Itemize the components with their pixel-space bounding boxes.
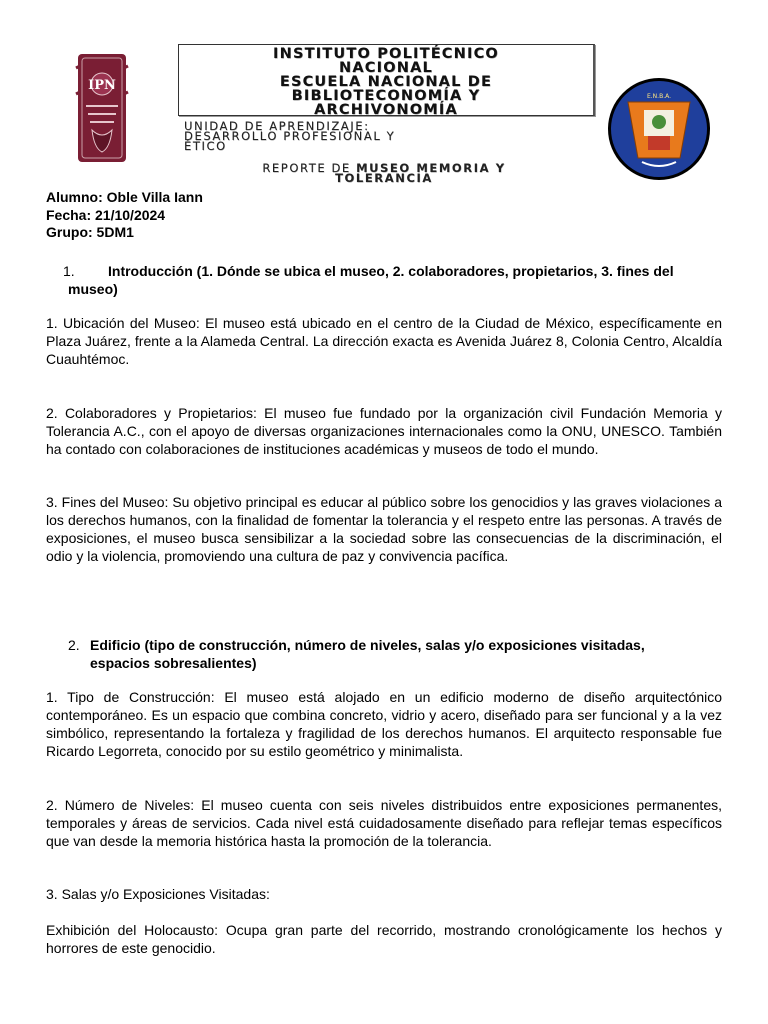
enba-logo bbox=[606, 76, 712, 182]
title-line: ESCUELA NACIONAL DE bbox=[279, 74, 493, 90]
title-line: ARCHIVONOMÍA bbox=[314, 102, 458, 118]
paragraph: 3. Fines del Museo: Su objetivo principal es educar al público sobre los genocidios y las graves violaciones a los derechos humanos, con la finalidad de fomentar la tolerancia y el respeto entre las personas. A través de exposiciones, el museo busca sensibilizar a la sociedad sobre las consecuencias de la discriminación, el odio y la violencia, promoviendo una cultura de paz y convivencia pacífica. bbox=[46, 494, 722, 564]
paragraph: 2. Colaboradores y Propietarios: El museo fue fundado por la organización civil Fundación Memoria y Tolerancia A.C., con el apoyo de diversas organizaciones internacionales como la ONU, UNESCO. También ha contado con colaboraciones de instituciones académicas y museos de todo el mundo. bbox=[46, 405, 722, 457]
unit-line: UNIDAD DE APRENDIZAJE: bbox=[184, 119, 370, 133]
section-2-number: 2. bbox=[68, 637, 80, 653]
report-date: Fecha: 21/10/2024 bbox=[46, 206, 166, 223]
report-prefix: REPORTE DE bbox=[262, 161, 351, 175]
paragraph: 1. Ubicación del Museo: El museo está ubicado en el centro de la Ciudad de México, específicamente en Plaza Juárez, frente a la Alameda Central. La dirección exacta es Avenida Juárez 8, Colonia Centro, Alcaldía Cuauhtémoc. bbox=[46, 315, 722, 367]
institution-title bbox=[180, 47, 592, 117]
section-2-heading bbox=[68, 636, 724, 672]
paragraph: 1. Tipo de Construcción: El museo está alojado en un edificio moderno de diseño arquitectónico contemporáneo. Es un espacio que combina concreto, vidrio y acero, diseñado para ser funcional y a la vez simbólico, representando la fortaleza y fragilidad de los derechos humanos. El arquitecto responsable fue Ricardo Legorreta, conocido por su estilo geométrico y minimalista. bbox=[46, 689, 722, 759]
title-line: INSTITUTO POLITÉCNICO bbox=[273, 46, 499, 62]
report-title bbox=[184, 163, 584, 183]
course-unit bbox=[184, 121, 564, 151]
report-bold: MUSEO MEMORIA Y bbox=[356, 161, 506, 175]
section-1-heading bbox=[63, 262, 724, 298]
ipn-logo bbox=[70, 44, 134, 172]
ipn-logo-text: IPN bbox=[88, 78, 116, 93]
student-info bbox=[46, 189, 203, 242]
title-line: NACIONAL bbox=[339, 60, 433, 76]
report-line2: TOLERANCIA bbox=[335, 171, 433, 185]
section-2-heading-line2: espacios sobresalientes) bbox=[90, 655, 257, 671]
enba-logo-text: E.N.B.A. bbox=[646, 93, 672, 100]
unit-line: ÉTICO bbox=[184, 139, 227, 153]
paragraph: 2. Número de Niveles: El museo cuenta con seis niveles distribuidos entre exposiciones permanentes, temporales y áreas de servicios. Cada nivel está cuidadosamente diseñado para reflejar temas específicos que van desde la memoria histórica hasta la promoción de la tolerancia. bbox=[46, 797, 722, 849]
paragraph: Exhibición del Holocausto: Ocupa gran parte del recorrido, mostrando cronológicamente los hechos y horrores de este genocidio. bbox=[46, 922, 722, 956]
paragraph: 3. Salas y/o Exposiciones Visitadas: bbox=[46, 886, 270, 902]
unit-line: DESARROLLO PROFESIONAL Y bbox=[184, 129, 396, 143]
student-name: Alumno: Oble Villa Iann bbox=[46, 189, 203, 205]
section-1-heading-line1: Introducción (1. Dónde se ubica el museo, 2. colaboradores, propietarios, 3. fines del bbox=[108, 263, 674, 279]
title-line: BIBLIOTECONOMÍA Y bbox=[291, 88, 481, 104]
student-group: Grupo: 5DM1 bbox=[46, 224, 134, 240]
section-1-number: 1. bbox=[63, 263, 75, 279]
section-2-heading-line1: Edificio (tipo de construcción, número de niveles, salas y/o exposiciones visitadas, bbox=[90, 637, 645, 653]
section-1-heading-line2: museo) bbox=[68, 281, 118, 297]
